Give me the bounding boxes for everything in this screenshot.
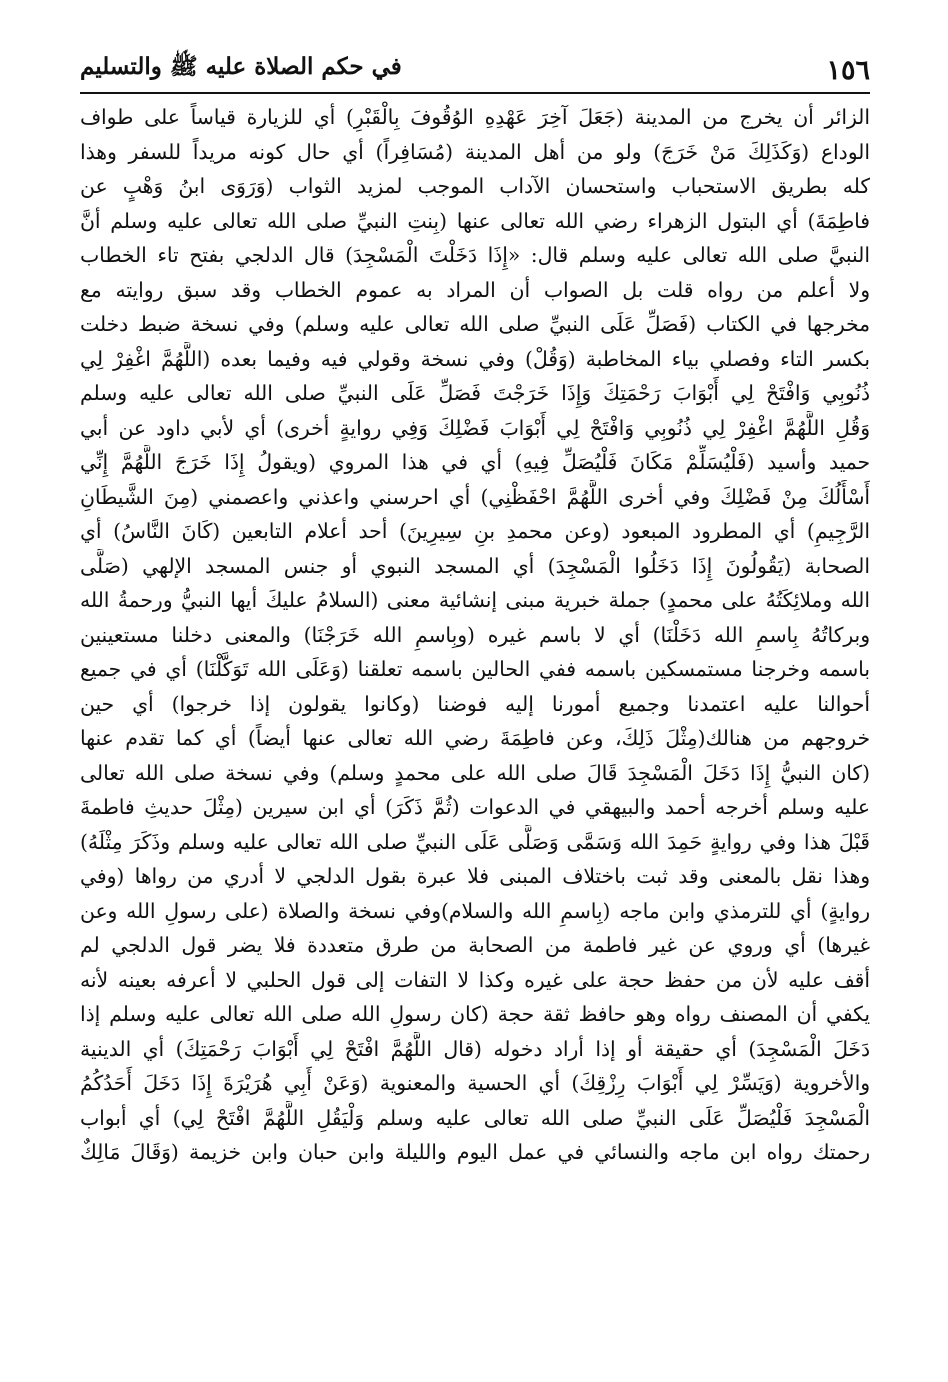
text-line: بكسر التاء وفصلي بياء المخاطبة (وَقُلْ) وفي نسخة وقولي فيه وفيما بعده (اللَّهُمَّ اغْفِرْ لِي	[80, 346, 870, 371]
text-line: الزائر أن يخرج من المدينة (جَعَلَ آخِرَ عَهْدِهِ الوُقُوفَ بِالْقَبْرِ) أي للزيارة قياساً على طواف	[80, 105, 870, 129]
text-line: وَقُلِ اللَّهُمَّ اغْفِرْ لِي ذُنُوبِي وَافْتَحْ لِي أَبْوَابَ فَضْلِكَ وَفِي روايةٍ أخرى) أي لأبي داود عن أبي	[80, 415, 870, 440]
page-header	[80, 0, 870, 94]
text-line: يكفي أن المصنف رواه وهو حافظ ثقة حجة (كان رسولِ الله صلى الله تعالى عليه وسلم إذا	[80, 1002, 870, 1026]
running-title: في حكم الصلاة عليه ﷺ والتسليم	[80, 53, 402, 80]
text-line: النبيَّ صلى الله تعالى عليه وسلم قال: «إِذَا دَخَلْتَ الْمَسْجِدَ) قال الدلجي بفتح تاء الخطاب	[80, 243, 870, 267]
text-line: كله بطريق الاستحباب واستحسان الآداب الموجب لمزيد الثواب (وَرَوَى ابنُ وَهْبٍ عن	[80, 174, 870, 198]
text-line: الرَّجِيمِ) أي المطرود المبعود (وعن محمدِ بنِ سِيرِينَ) أحد أعلام التابعين (كَانَ النَّاسُ) أي	[80, 519, 870, 543]
body-text	[80, 100, 870, 1170]
text-line: (كان النبيُّ إِذَا دَخَلَ الْمَسْجِدَ قَالَ صلى الله على محمدٍ وسلم) وفي نسخة صلى الله تعالى	[80, 760, 870, 785]
text-line: غيرها) أي وروي عن غير فاطمة من الصحابة من طرق متعددة فلا يضر قول الدلجي لم	[80, 933, 870, 957]
text-line: فاطِمَةَ) أي البتول الزهراء رضي الله تعالى عنها (بِنتِ النبيِّ صلى الله تعالى عليه وسلم أنَّ	[80, 208, 870, 233]
text-line: الصحابة (يَقُولُونَ إِذَا دَخَلُوا الْمَسْجِدَ) أي المسجد النبوي أو جنس المسجد الإلهي (صَلَّى	[80, 553, 870, 578]
text-line: الْمَسْجِدَ فَلْيُصَلِّ عَلَى النبيِّ صلى الله تعالى عليه وسلم وَلْيَقُلِ اللَّهُمَّ افْتَحْ لِي) أي أبواب	[80, 1105, 870, 1130]
text-line: رحمتك رواه ابن ماجه والنسائي في عمل اليوم والليلة وابن حبان وابن خزيمة (وَقَالَ مَالِكٌ	[80, 1140, 870, 1164]
text-line: أحوالنا عليه اعتمدنا وجميع أمورنا إليه فوضنا (وكانوا يقولون إذا خرجوا) أي حين	[80, 691, 870, 716]
text-line: وهذا نقل بالمعنى وقد ثبت باختلاف المبنى فلا عبرة بقول الدلجي لا أدري من رواها (وفي	[80, 864, 870, 888]
page-number: ١٥٦	[826, 55, 870, 86]
text-line: ولا أعلم من رواه قلت بل الصواب أن المراد به عموم الخطاب وقد سبق روايته مع	[80, 277, 870, 302]
text-line: روايةٍ) أي للترمذي وابن ماجه (بِاسمِ الله والسلام)وفي نسخة والصلاة (على رسولِ الله وعن	[80, 898, 870, 923]
text-line: أقف عليه لأن من حفظ حجة على غيره وكذا لا التفات إلى قول الحلبي لا أعرفه بعينه لأنه	[80, 967, 870, 992]
text-line: الوداع (وَكَذَلِكَ مَنْ خَرَجَ) ولو من أهل المدينة (مُسَافِراً) أي حال كونه مريداً للسفر وهذا	[80, 139, 870, 164]
text-line: والأخروية (وَيَسِّرْ لِي أَبْوَابَ رِزْقِكَ) أي الحسية والمعنوية (وَعَنْ أَبِي هُرَيْرَةَ إِذَا دَخَلَ أَحَدُكُمُ	[80, 1071, 870, 1095]
text-line: مخرجها في الكتاب (فَصَلِّ عَلَى النبيِّ صلى الله تعالى عليه وسلم) وفي نسخة ضبط دخلت	[80, 312, 870, 336]
text-line: ذُنُوبِي وَافْتَحْ لِي أَبْوَابَ رَحْمَتِكَ وَإِذَا خَرَجْتَ فَصَلِّ عَلَى النبيِّ صلى الله تعالى عليه وسلم	[80, 381, 870, 405]
text-line: عليه وسلم أخرجه أحمد والبيهقي في الدعوات (ثُمَّ ذَكَرَ) أي ابن سيرين (مِثْلَ حديثِ فاطمةَ	[80, 795, 870, 819]
text-line: خروجهم من هنالك(مِثْلَ ذَلِكَ، وعن فاطِمَةَ رضي الله تعالى عنها أيضاً) أي كما تقدم عنها	[80, 726, 870, 750]
text-line: أَسْأَلُكَ مِنْ فَضْلِكَ وفي أخرى اللَّهُمَّ احْفَظْنِي) أي احرسني واعذني واعصمني (مِنَ الشَّيطَانِ	[80, 484, 870, 509]
text-line: دَخَلَ الْمَسْجِدَ) أي حقيقة أو إذا أراد دخوله (قال اللَّهُمَّ افْتَحْ لِي أَبْوَابَ رَحْمَتِكَ) أي الدينية	[80, 1036, 870, 1061]
text-line: باسمه وخرجنا مستمسكين باسمه ففي الحالين باسمه تعلقنا (وَعَلَى الله تَوَكَّلْنَا) أي في جميع	[80, 657, 870, 681]
text-line: وبركاتُهُ بِاسمِ الله دَخَلْنَا) أي لا باسم غيره (وبِاسمِ الله خَرَجْنَا) والمعنى دخلنا مستعينين	[80, 622, 870, 647]
text-line: حميد وأسيد (فَلْيُسَلِّمْ مَكَانَ فَلْيُصَلِّ فِيهِ) أي في هذا المروي (ويقولُ إِذَا خَرَجَ اللَّهُمَّ إِنِّي	[80, 450, 870, 474]
text-line: الله وملائِكَتُهُ على محمدٍ) جملة خبرية مبنى إنشائية معنى (السلامُ عليكَ أيها النبيُّ ورحمةُ الله	[80, 588, 870, 612]
text-line: قَبْلَ هذا وفي روايةٍ حَمِدَ الله وَسَمَّى وَصَلَّى عَلَى النبيِّ صلى الله تعالى عليه وسلم وذَكَرَ مِثْلَهُ)	[80, 829, 870, 854]
